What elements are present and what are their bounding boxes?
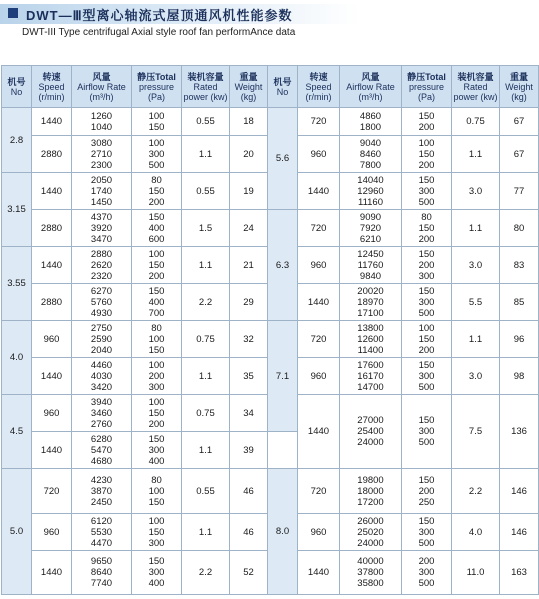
weight-cell: 83 — [500, 247, 539, 284]
power-cell: 3.0 — [452, 173, 500, 210]
power-cell: 7.5 — [452, 395, 500, 469]
pressure-cell: 150 300 500 — [402, 395, 452, 469]
airflow-cell: 27000 25400 24000 — [340, 395, 402, 469]
power-cell: 1.1 — [182, 358, 230, 395]
weight-cell: 32 — [230, 321, 268, 358]
power-cell: 3.0 — [452, 247, 500, 284]
header-speed-2: 转速 Speed (r/min) — [298, 66, 340, 108]
airflow-cell: 3080 2710 2300 — [72, 136, 132, 173]
speed-cell: 1440 — [298, 173, 340, 210]
weight-cell: 67 — [500, 136, 539, 173]
speed-cell: 1440 — [32, 432, 72, 469]
airflow-cell: 9090 7920 6210 — [340, 210, 402, 247]
airflow-cell: 14040 12960 11160 — [340, 173, 402, 210]
speed-cell: 960 — [298, 136, 340, 173]
weight-cell: 29 — [230, 284, 268, 321]
power-cell: 5.5 — [452, 284, 500, 321]
weight-cell: 24 — [230, 210, 268, 247]
pressure-cell: 80 150 200 — [132, 173, 182, 210]
weight-cell: 77 — [500, 173, 539, 210]
table-row — [2, 321, 539, 358]
airflow-cell: 2880 2620 2320 — [72, 247, 132, 284]
weight-cell: 39 — [230, 432, 268, 469]
airflow-cell: 4860 1800 — [340, 108, 402, 136]
speed-cell: 2880 — [32, 284, 72, 321]
weight-cell: 20 — [230, 136, 268, 173]
airflow-cell: 2050 1740 1450 — [72, 173, 132, 210]
power-cell: 1.1 — [452, 210, 500, 247]
pressure-cell: 150 200 250 — [402, 469, 452, 514]
pressure-cell: 150 300 400 — [132, 551, 182, 595]
header-airflow-2: 风量 Airflow Rate (m³/h) — [340, 66, 402, 108]
weight-cell: 21 — [230, 247, 268, 284]
power-cell: 0.55 — [182, 173, 230, 210]
header-speed: 转速 Speed (r/min) — [32, 66, 72, 108]
page-title: DWT—Ⅲ型离心轴流式屋顶通风机性能参数 — [26, 8, 293, 23]
speed-cell: 720 — [32, 469, 72, 514]
power-cell: 2.2 — [452, 469, 500, 514]
pressure-cell: 100 300 500 — [132, 136, 182, 173]
airflow-cell: 20020 18970 17100 — [340, 284, 402, 321]
performance-table — [1, 65, 539, 595]
header-airflow: 风量 Airflow Rate (m³/h) — [72, 66, 132, 108]
airflow-cell: 6120 5530 4470 — [72, 514, 132, 551]
header-no: 机号 No — [2, 66, 32, 108]
pressure-cell: 150 300 500 — [402, 284, 452, 321]
speed-cell: 720 — [298, 469, 340, 514]
title-bar — [0, 0, 500, 26]
power-cell: 0.55 — [182, 469, 230, 514]
power-cell: 3.0 — [452, 358, 500, 395]
pressure-cell: 150 400 600 — [132, 210, 182, 247]
weight-cell: 52 — [230, 551, 268, 595]
pressure-cell: 80 100 150 — [132, 321, 182, 358]
speed-cell: 960 — [32, 395, 72, 432]
weight-cell: 98 — [500, 358, 539, 395]
power-cell: 2.2 — [182, 284, 230, 321]
airflow-cell: 9040 8460 7800 — [340, 136, 402, 173]
header-pressure-2: 静压Total pressure (Pa) — [402, 66, 452, 108]
speed-cell: 960 — [298, 358, 340, 395]
speed-cell: 1440 — [32, 247, 72, 284]
weight-cell: 18 — [230, 108, 268, 136]
machine-no-cell: 7.1 — [268, 321, 298, 432]
power-cell: 1.1 — [182, 432, 230, 469]
header-weight: 重量 Weight (kg) — [230, 66, 268, 108]
weight-cell: 46 — [230, 514, 268, 551]
airflow-cell: 13800 12600 11400 — [340, 321, 402, 358]
speed-cell: 1440 — [298, 284, 340, 321]
power-cell: 11.0 — [452, 551, 500, 595]
weight-cell: 46 — [230, 469, 268, 514]
pressure-cell: 100 150 200 — [402, 136, 452, 173]
airflow-cell: 2750 2590 2040 — [72, 321, 132, 358]
weight-cell: 19 — [230, 173, 268, 210]
pressure-cell: 100 150 200 — [132, 395, 182, 432]
pressure-cell: 150 300 500 — [402, 358, 452, 395]
header-no-2: 机号 No — [268, 66, 298, 108]
header-pressure: 静压Total pressure (Pa) — [132, 66, 182, 108]
pressure-cell: 150 200 — [402, 108, 452, 136]
title-square-icon — [8, 8, 18, 18]
header-weight-2: 重量 Weight (kg) — [500, 66, 539, 108]
machine-no-cell: 3.55 — [2, 247, 32, 321]
airflow-cell: 6270 5760 4930 — [72, 284, 132, 321]
airflow-cell: 12450 11760 9840 — [340, 247, 402, 284]
weight-cell: 85 — [500, 284, 539, 321]
pressure-cell: 200 300 500 — [402, 551, 452, 595]
speed-cell: 1440 — [298, 551, 340, 595]
airflow-cell: 3940 3460 2760 — [72, 395, 132, 432]
power-cell: 1.1 — [452, 136, 500, 173]
machine-no-cell: 4.0 — [2, 321, 32, 395]
airflow-cell: 1260 1040 — [72, 108, 132, 136]
header-row — [2, 66, 539, 108]
speed-cell: 960 — [298, 247, 340, 284]
airflow-cell: 9650 8640 7740 — [72, 551, 132, 595]
weight-cell: 80 — [500, 210, 539, 247]
machine-no-cell: 8.0 — [268, 469, 298, 595]
airflow-cell: 17600 16170 14700 — [340, 358, 402, 395]
power-cell: 1.5 — [182, 210, 230, 247]
machine-no-cell: 2.8 — [2, 108, 32, 173]
power-cell: 2.2 — [182, 551, 230, 595]
weight-cell: 67 — [500, 108, 539, 136]
speed-cell: 720 — [298, 210, 340, 247]
speed-cell: 1440 — [32, 551, 72, 595]
weight-cell: 35 — [230, 358, 268, 395]
pressure-cell: 100 150 — [132, 108, 182, 136]
airflow-cell: 19800 18000 17200 — [340, 469, 402, 514]
pressure-cell: 100 150 300 — [132, 514, 182, 551]
speed-cell: 720 — [298, 321, 340, 358]
airflow-cell: 6280 5470 4680 — [72, 432, 132, 469]
power-cell: 0.75 — [452, 108, 500, 136]
table-row — [2, 469, 539, 514]
weight-cell: 146 — [500, 469, 539, 514]
power-cell: 0.55 — [182, 108, 230, 136]
machine-no-cell: 4.5 — [2, 395, 32, 469]
header-power-2: 装机容量 Rated power (kw) — [452, 66, 500, 108]
airflow-cell: 40000 37800 35800 — [340, 551, 402, 595]
table-row — [2, 210, 539, 247]
pressure-cell: 100 150 200 — [132, 247, 182, 284]
speed-cell: 1440 — [32, 173, 72, 210]
speed-cell: 2880 — [32, 136, 72, 173]
speed-cell: 960 — [32, 514, 72, 551]
speed-cell: 1440 — [32, 108, 72, 136]
table-row — [2, 108, 539, 136]
airflow-cell: 4370 3920 3470 — [72, 210, 132, 247]
power-cell: 1.1 — [452, 321, 500, 358]
power-cell: 0.75 — [182, 321, 230, 358]
machine-no-cell: 5.0 — [2, 469, 32, 595]
power-cell: 4.0 — [452, 514, 500, 551]
pressure-cell: 150 300 500 — [402, 514, 452, 551]
pressure-cell: 150 300 400 — [132, 432, 182, 469]
weight-cell: 163 — [500, 551, 539, 595]
weight-cell: 136 — [500, 395, 539, 469]
weight-cell: 146 — [500, 514, 539, 551]
power-cell: 1.1 — [182, 514, 230, 551]
speed-cell: 1440 — [32, 358, 72, 395]
airflow-cell: 4460 4030 3420 — [72, 358, 132, 395]
speed-cell: 960 — [298, 514, 340, 551]
header-power: 装机容量 Rated power (kw) — [182, 66, 230, 108]
airflow-cell: 4230 3870 2450 — [72, 469, 132, 514]
speed-cell: 2880 — [32, 210, 72, 247]
pressure-cell: 150 400 700 — [132, 284, 182, 321]
speed-cell: 1440 — [298, 395, 340, 469]
airflow-cell: 26000 25020 24000 — [340, 514, 402, 551]
pressure-cell: 100 150 200 — [402, 321, 452, 358]
weight-cell: 96 — [500, 321, 539, 358]
machine-no-cell: 5.6 — [268, 108, 298, 210]
power-cell: 1.1 — [182, 247, 230, 284]
weight-cell: 34 — [230, 395, 268, 432]
page-subtitle: DWT-III Type centrifugal Axial style roof fan performAnce data — [22, 27, 296, 38]
machine-no-cell: 6.3 — [268, 210, 298, 321]
power-cell: 1.1 — [182, 136, 230, 173]
pressure-cell: 150 300 500 — [402, 173, 452, 210]
pressure-cell: 80 150 200 — [402, 210, 452, 247]
machine-no-cell: 3.15 — [2, 173, 32, 247]
pressure-cell: 100 200 300 — [132, 358, 182, 395]
pressure-cell: 80 100 150 — [132, 469, 182, 514]
speed-cell: 960 — [32, 321, 72, 358]
pressure-cell: 150 200 300 — [402, 247, 452, 284]
speed-cell: 720 — [298, 108, 340, 136]
power-cell: 0.75 — [182, 395, 230, 432]
